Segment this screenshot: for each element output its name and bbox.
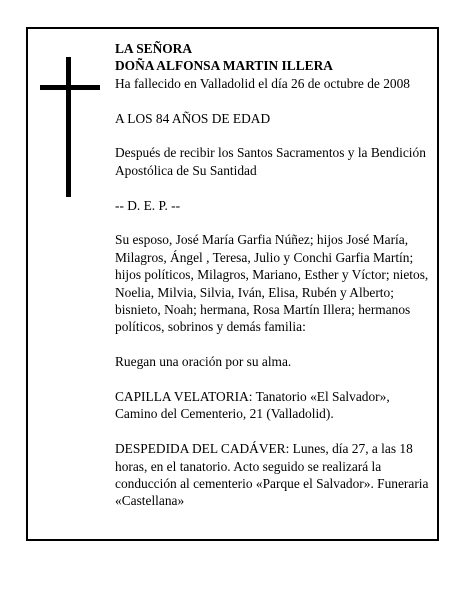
- obituary-text: [115, 40, 435, 527]
- age-line: A LOS 84 AÑOS DE EDAD: [115, 110, 271, 126]
- title-la-senora: LA SEÑORA: [115, 41, 193, 56]
- cross-icon: [40, 57, 102, 197]
- death-notice: Ha fallecido en Valladolid el día 26 de octubre de 2008: [115, 75, 410, 91]
- cross-horizontal-bar: [40, 85, 100, 90]
- prayer-line: Ruegan una oración por su alma.: [115, 354, 292, 370]
- deceased-name: DOÑA ALFONSA MARTIN ILLERA: [115, 58, 333, 74]
- cross-vertical-bar: [66, 57, 71, 197]
- dep-line: -- D. E. P. --: [115, 197, 181, 213]
- chapel-paragraph: CAPILLA VELATORIA: Tanatorio «El Salvador», Camino del Cementerio, 21 (Valladolid).: [115, 389, 390, 422]
- farewell-paragraph: DESPEDIDA DEL CADÁVER: Lunes, día 27, a las 18 horas, en el tanatorio. Acto seguido se realizará la conducción al cementerio «Parque el Salvador». Funeraria «Castellana»: [115, 441, 429, 509]
- sacraments-line: Después de recibir los Santos Sacramentos y la Bendición Apostólica de Su Santidad: [115, 145, 426, 178]
- obituary-frame: [26, 27, 439, 541]
- family-paragraph: Su esposo, José María Garfia Núñez; hijos José María, Milagros, Ángel , Teresa, Julio y Conchi Garfia Martín; hijos políticos, Milagros, Mariano, Esther y Víctor; nietos, Noelia, Milvia, Silvia, Iván, Elisa, Rubén y Alberto; bisnieto, Noah; hermana, Rosa Martín Illera; hermanos políticos, sobrinos y demás familia:: [115, 232, 429, 335]
